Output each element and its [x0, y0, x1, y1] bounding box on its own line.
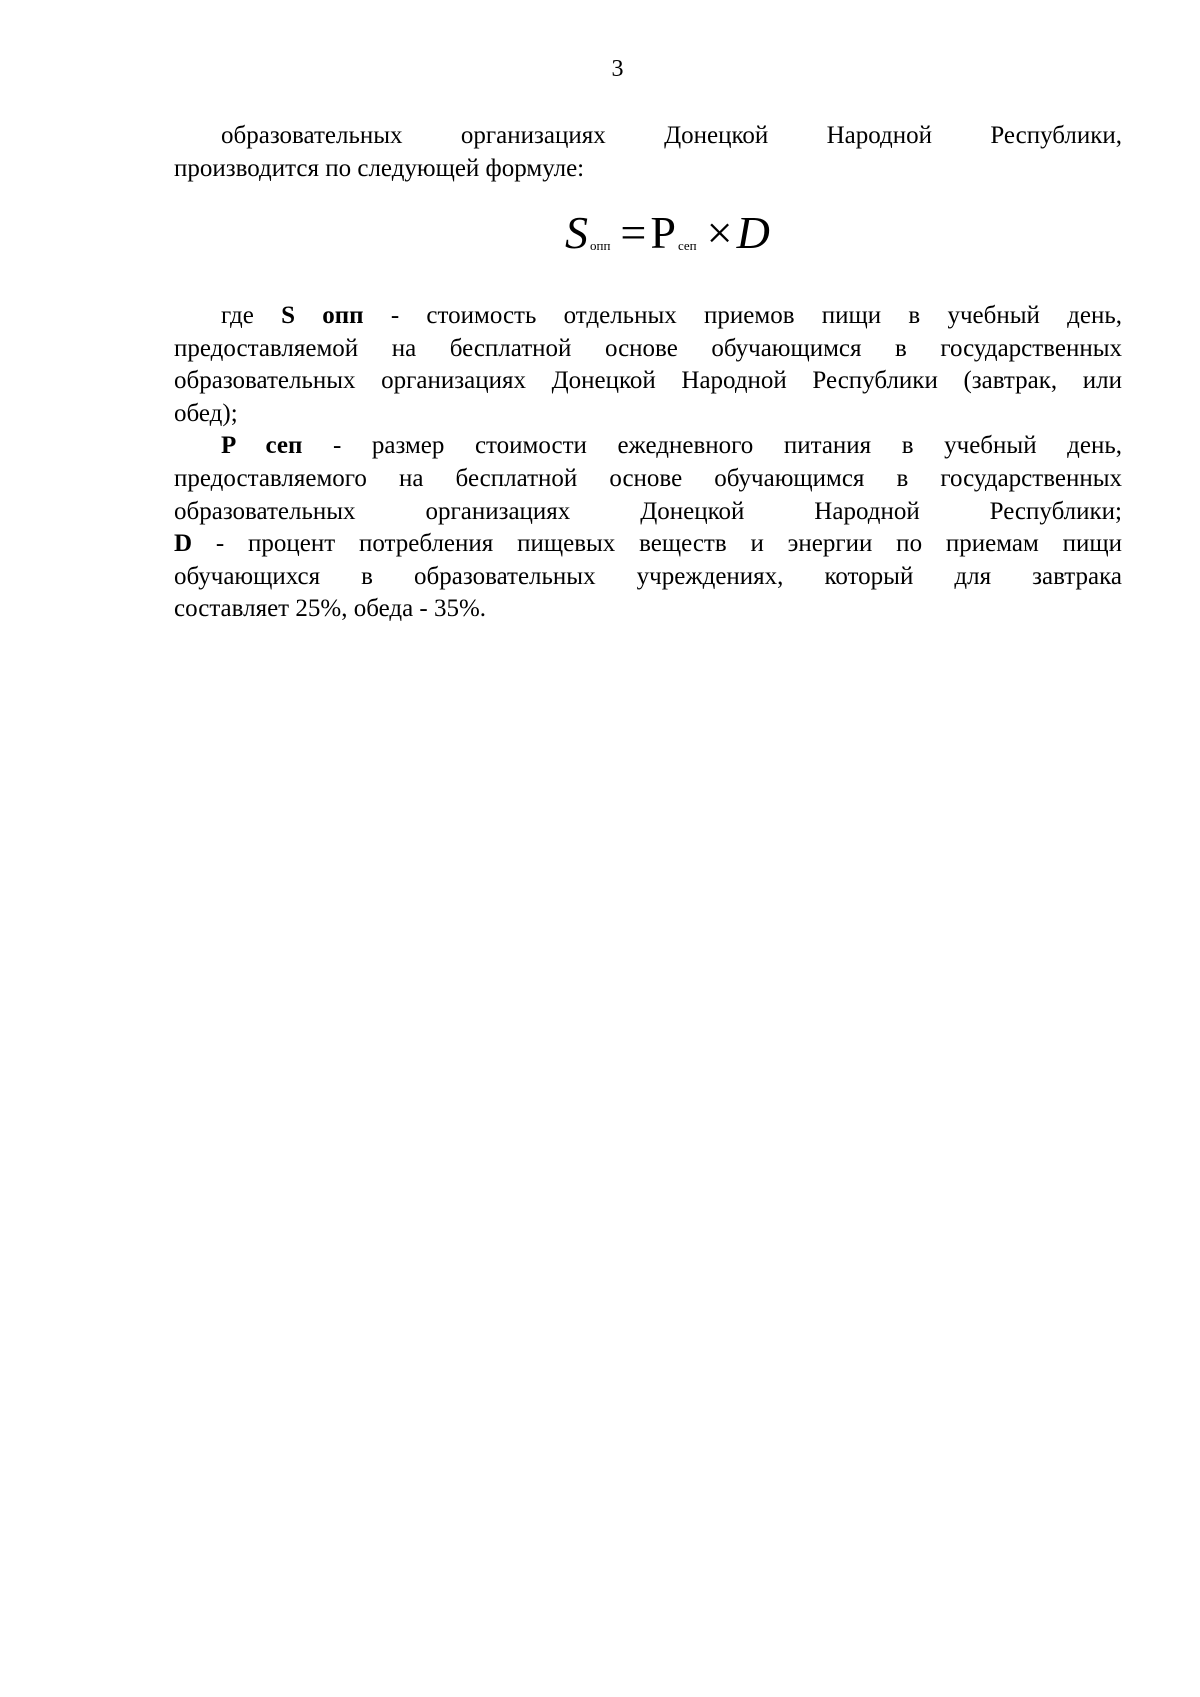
formula-s: S [565, 207, 588, 258]
formula-p-subscript: сеп [677, 238, 697, 253]
definition-s-line-1 [174, 300, 1122, 333]
term-s-opp: S опп [281, 302, 364, 329]
word: Донецкой [664, 122, 769, 149]
definition-s-line-2: предоставляемой на бесплатной основе обучающимся в государственных [174, 334, 1122, 362]
definition-d-line-1 [174, 528, 1122, 561]
intro-paragraph [174, 120, 1122, 185]
word: Республики, [990, 122, 1123, 149]
definition-p-line-3: образовательных организациях Донецкой Народной Республики; [174, 497, 1122, 525]
page-number: 3 [611, 56, 624, 82]
word: образовательных [221, 122, 403, 149]
word: организациях [460, 122, 606, 149]
definition-s-line-4: обед); [174, 399, 238, 427]
definition-s-line-3: образовательных организациях Донецкой Народной Республики (завтрак, или [174, 367, 1122, 395]
intro-line-1 [174, 120, 1122, 153]
formula-times: × [706, 207, 733, 258]
definition-d-line-3: составляет 25%, обеда - 35%. [174, 595, 487, 623]
definition-text: - стоимость отдельных приемов пищи в учебный день, [390, 302, 1123, 329]
formula-d: D [736, 207, 770, 258]
formula-s-subscript: опп [590, 238, 611, 253]
intro-line-2: производится по следующей формуле: [174, 154, 585, 182]
definition-p-line-2: предоставляемого на бесплатной основе обучающимся в государственных [174, 464, 1122, 492]
term-d: D [174, 530, 193, 558]
word-where: где [221, 302, 254, 329]
formula [565, 206, 770, 259]
definition-text: - процент потребления пищевых веществ и энергии по приемам пищи [215, 530, 1122, 558]
formula-equals: = [620, 207, 647, 258]
term-p-sep: P сеп [221, 432, 303, 460]
formula-p: P [650, 207, 676, 258]
word: Народной [826, 122, 933, 149]
definition-p-line-1 [174, 430, 1122, 463]
definitions [174, 300, 1122, 626]
definition-d-line-2: обучающихся в образовательных учреждениях, который для завтрака [174, 562, 1122, 590]
definition-text: - размер стоимости ежедневного питания в учебный день, [332, 432, 1123, 460]
